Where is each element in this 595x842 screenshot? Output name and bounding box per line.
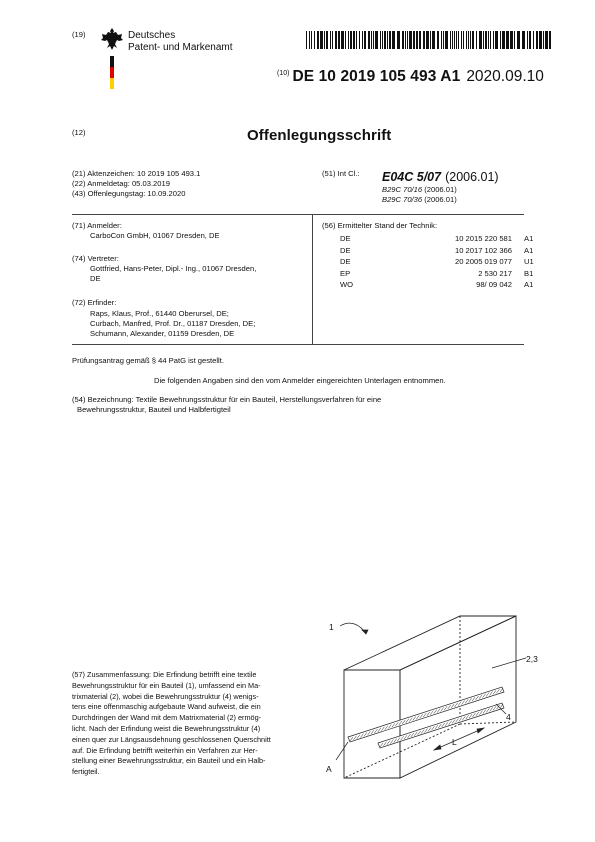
leader-line-A: [336, 742, 348, 760]
designation-line1: (54) Bezeichnung: Textile Bewehrungsstruktur für ein Bauteil, Herstellungsverfahren für eine: [72, 395, 382, 404]
inventor: Raps, Klaus, Prof., 61440 Oberursel, DE;: [90, 309, 229, 318]
barcode-bar: [311, 31, 312, 49]
barcode-bar: [375, 31, 378, 49]
barcode-bar: [461, 31, 462, 49]
barcode-bar: [320, 31, 323, 49]
dimension-line-L: [434, 728, 484, 750]
barcode-bar: [536, 31, 538, 49]
inventor: Curbach, Manfred, Prof. Dr., 01187 Dresden, DE;: [90, 319, 256, 328]
office-name-line1: Deutsches: [128, 30, 176, 41]
barcode-bar: [466, 31, 467, 49]
applicant-label: (71) Anmelder:: [72, 221, 122, 230]
barcode-bar: [382, 31, 383, 49]
leader-line-23: [492, 658, 526, 668]
barcode-bar: [348, 31, 349, 49]
separator-line: [72, 344, 524, 345]
filing-date: (22) Anmeldetag: 05.03.2019: [72, 179, 170, 188]
barcode-bar: [371, 31, 372, 49]
int-cl-main: E04C 5/07: [382, 170, 442, 184]
barcode-bar: [405, 31, 406, 49]
office-name: [128, 30, 233, 54]
barcode-bar: [341, 31, 344, 49]
representative-label: (74) Vertreter:: [72, 254, 119, 263]
flag-gold-bar: [110, 78, 114, 89]
barcode-bar: [430, 31, 431, 49]
table-row: DE 20 2005 019 077 U1: [340, 257, 534, 266]
barcode-bar: [359, 31, 360, 49]
barcode-bar: [549, 31, 551, 49]
flag-black-bar: [110, 56, 114, 67]
designation: [72, 395, 381, 415]
figure-top-face: [344, 616, 516, 670]
barcode-bar: [517, 31, 520, 49]
document-type: Offenlegungsschrift: [247, 127, 392, 144]
table-row: WO 98/ 09 042 A1: [340, 280, 534, 289]
barcode-bar: [483, 31, 484, 49]
inid-code-10: (10): [277, 70, 290, 77]
figure-label-23: 2,3: [526, 654, 538, 664]
prior-art-label: (56) Ermittelter Stand der Technik:: [322, 221, 438, 230]
inid-code-19: (19): [72, 30, 86, 39]
barcode-bar: [476, 31, 477, 49]
barcode-bar: [368, 31, 370, 49]
table-row: EP 2 530 217 B1: [340, 268, 534, 278]
table-row: DE 10 2017 102 366 A1: [340, 245, 534, 255]
file-number: (21) Aktenzeichen: 10 2019 105 493.1: [72, 169, 201, 178]
column-divider: [312, 214, 313, 344]
barcode-bar: [539, 31, 542, 49]
barcode-bar: [543, 31, 544, 49]
barcode-bar: [502, 31, 505, 49]
int-cl-main-year: (2006.01): [445, 170, 499, 184]
barcode-bar: [514, 31, 515, 49]
int-cl-sub-item: B29C 70/16 (2006.01): [382, 185, 457, 194]
barcode-bar: [397, 31, 400, 49]
figure-label-4: 4: [506, 712, 511, 722]
barcode-bar: [510, 31, 513, 49]
barcode-bar: [463, 31, 464, 49]
publication-date: 2020.09.10: [466, 68, 544, 85]
barcode-bar: [454, 31, 455, 49]
barcode-bar: [500, 31, 501, 49]
barcode-bar: [529, 31, 531, 49]
barcode-bar: [317, 31, 319, 49]
barcode-bar: [533, 31, 534, 49]
leader-arrow: [362, 630, 368, 634]
flag-red-bar: [110, 67, 114, 78]
dimension-arrow: [434, 745, 441, 750]
barcode-bar: [506, 31, 509, 49]
barcode-bar: [470, 31, 471, 49]
designation-line2: Bewehrungsstruktur, Bauteil und Halbfertigteil: [77, 405, 231, 414]
barcode-bar: [468, 31, 469, 49]
barcode-bar: [458, 31, 459, 49]
barcode-bar: [324, 31, 325, 49]
barcode-bar: [409, 31, 412, 49]
barcode-bar: [479, 31, 482, 49]
federal-eagle-logo: [100, 26, 124, 92]
representative: Gottfried, Hans-Peter, Dipl.- Ing., 01067 Dresden, DE: [90, 264, 257, 283]
barcode-bar: [493, 31, 494, 49]
barcode-bar: [485, 31, 487, 49]
applicant-note: Die folgenden Angaben sind den vom Anmelder eingereichten Unterlagen entnommen.: [154, 376, 446, 385]
barcode-bar: [380, 31, 381, 49]
int-cl-sub-item: B29C 70/36 (2006.01): [382, 195, 457, 204]
barcode-bar: [353, 31, 355, 49]
barcode-bar: [362, 31, 363, 49]
barcode-bar: [314, 31, 315, 49]
publication-number: DE 10 2019 105 493 A1: [292, 68, 461, 85]
barcode-bar: [309, 31, 310, 49]
inventor-label: (72) Erfinder:: [72, 298, 117, 307]
barcode-bar: [472, 31, 474, 49]
barcode-bar: [426, 31, 429, 49]
biblio-left: [72, 169, 200, 199]
figure-label-L: L: [452, 737, 457, 747]
leader-line-1: [340, 623, 366, 634]
barcode: [306, 31, 552, 49]
examination-request: Prüfungsantrag gemäß § 44 PatG ist gestellt.: [72, 356, 224, 365]
barcode-bar: [306, 31, 307, 49]
barcode-bar: [332, 31, 333, 49]
barcode-bar: [432, 31, 435, 49]
separator-line: [72, 214, 524, 215]
prior-art-table: [340, 234, 548, 292]
applicant: CarboCon GmbH, 01067 Dresden, DE: [90, 231, 220, 240]
inid-code-12: (12): [72, 128, 86, 137]
barcode-bar: [488, 31, 489, 49]
int-cl-label: (51) Int Cl.:: [322, 169, 360, 178]
figure-hidden-edge: [344, 724, 460, 778]
barcode-bar: [338, 31, 340, 49]
disclosure-date: (43) Offenlegungstag: 10.09.2020: [72, 189, 186, 198]
barcode-bar: [407, 31, 408, 49]
barcode-bar: [490, 31, 491, 49]
barcode-bar: [423, 31, 425, 49]
barcode-bar: [545, 31, 548, 49]
barcode-bar: [345, 31, 346, 49]
barcode-bar: [419, 31, 421, 49]
office-name-line2: Patent- und Markenamt: [128, 42, 233, 53]
publication-line: [277, 68, 544, 86]
barcode-bar: [522, 31, 525, 49]
barcode-bar: [350, 31, 352, 49]
barcode-bar: [364, 31, 366, 49]
int-cl-main-row: [382, 168, 499, 186]
barcode-bar: [356, 31, 357, 49]
dimension-arrow: [477, 728, 484, 733]
barcode-bar: [387, 31, 388, 49]
barcode-bar: [452, 31, 453, 49]
int-cl-sub-list: [382, 185, 457, 205]
table-row: DE 10 2015 220 581 A1: [340, 234, 534, 243]
inventor: Schumann, Alexander, 01159 Dresden, DE: [90, 329, 235, 338]
barcode-bar: [416, 31, 418, 49]
barcode-bar: [335, 31, 337, 49]
barcode-bar: [330, 31, 331, 49]
abstract: (57) Zusammenfassung: Die Erfindung betrifft eine textile Bewehrungsstruktur für ein Bauteil (1), umfassend ein Ma- trixmaterial (2), wobei die Bewehrungsstruktur (4) wenigs- tens eine offenmaschig aufgebaute Wand aufweist, die ein Durchdringen der Wand mit dem Matrixmaterial (2) ermög- licht. Nach der Erfindung weist die Bewehrungsstruktur (4) einen quer zur Längsausdehnung geschlossenen Querschnitt auf. Die Erfindung betrifft weiterhin ein Verfahren zur Her- stellung einer Bewehrungsstruktur, ein Bauteil und ein Halb- fertigteil.: [72, 670, 271, 777]
barcode-bar: [373, 31, 374, 49]
barcode-bar: [326, 31, 328, 49]
barcode-bar: [495, 31, 498, 49]
barcode-bar: [384, 31, 386, 49]
barcode-bar: [392, 31, 395, 49]
inventor-list: [90, 309, 255, 339]
barcode-bar: [445, 31, 448, 49]
barcode-bar: [450, 31, 451, 49]
barcode-bar: [402, 31, 404, 49]
figure-label-A: A: [326, 764, 332, 774]
barcode-bar: [437, 31, 439, 49]
figure-label-1: 1: [329, 622, 334, 632]
barcode-bar: [456, 31, 457, 49]
figure-hidden-edge: [460, 722, 516, 724]
barcode-bar: [527, 31, 528, 49]
barcode-bar: [389, 31, 391, 49]
barcode-bar: [443, 31, 444, 49]
figure-side-face: [400, 616, 516, 778]
patent-figure: [316, 608, 552, 788]
barcode-bar: [441, 31, 442, 49]
barcode-bar: [413, 31, 415, 49]
